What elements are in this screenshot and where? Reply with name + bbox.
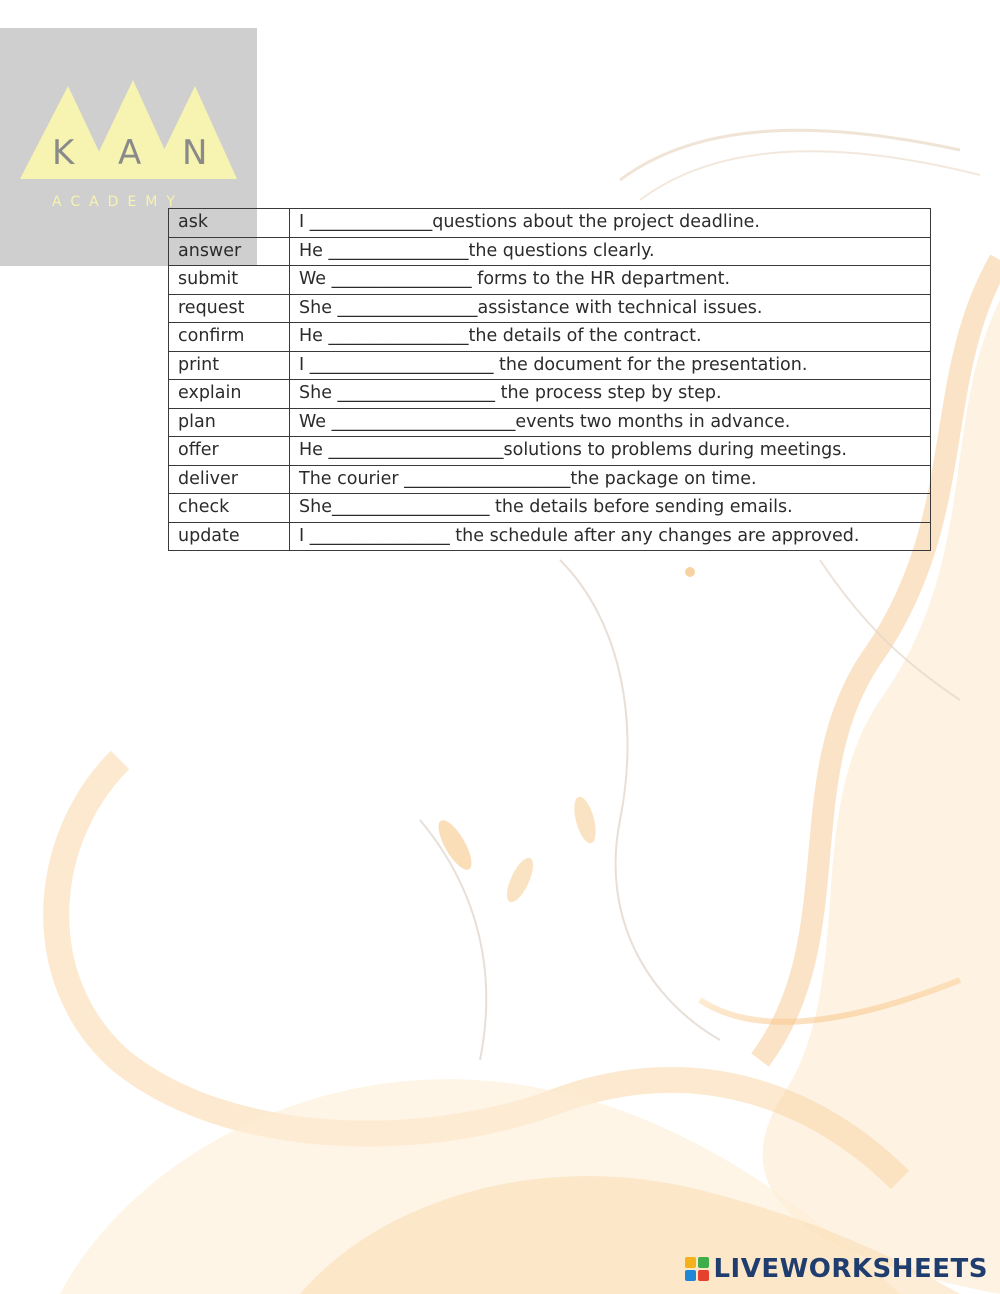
sentence-cell[interactable]: He ____________________solutions to problems during meetings. [290, 437, 931, 466]
verb-cell: explain [169, 380, 290, 409]
sentence-cell[interactable]: She __________________ the process step by step. [290, 380, 931, 409]
table-row [169, 465, 931, 494]
table-row [169, 237, 931, 266]
verb-cell: check [169, 494, 290, 523]
verb-cell: plan [169, 408, 290, 437]
table-row [169, 351, 931, 380]
logo-subtitle: ACADEMY [52, 194, 184, 210]
table-row [169, 209, 931, 238]
table-row [169, 408, 931, 437]
verb-cell: print [169, 351, 290, 380]
sentence-cell[interactable]: We ________________ forms to the HR department. [290, 266, 931, 295]
verb-cell: offer [169, 437, 290, 466]
verb-cell: submit [169, 266, 290, 295]
logo-square-icon [685, 1270, 696, 1281]
liveworksheets-wordmark: LIVEWORKSHEETS [713, 1254, 988, 1284]
worksheet-table [168, 208, 931, 551]
sentence-cell[interactable]: I ________________ the schedule after any changes are approved. [290, 522, 931, 551]
sentence-cell[interactable]: He ________________the questions clearly. [290, 237, 931, 266]
table-row [169, 294, 931, 323]
sentence-cell[interactable]: He ________________the details of the contract. [290, 323, 931, 352]
worksheet-table-body [169, 209, 931, 551]
logo-square-icon [685, 1257, 696, 1268]
sentence-cell[interactable]: We _____________________events two months in advance. [290, 408, 931, 437]
logo-letter-k: K [52, 133, 75, 173]
logo-letter-a: A [118, 133, 142, 173]
verb-cell: confirm [169, 323, 290, 352]
logo-square-icon [698, 1270, 709, 1281]
verb-cell: ask [169, 209, 290, 238]
sentence-cell[interactable]: She ________________assistance with technical issues. [290, 294, 931, 323]
logo-letter-n: N [182, 133, 208, 173]
sentence-cell[interactable]: I _____________________ the document for the presentation. [290, 351, 931, 380]
table-row [169, 494, 931, 523]
table-row [169, 323, 931, 352]
verb-cell: request [169, 294, 290, 323]
table-row [169, 266, 931, 295]
verb-cell: update [169, 522, 290, 551]
sentence-cell[interactable]: She__________________ the details before sending emails. [290, 494, 931, 523]
table-row [169, 380, 931, 409]
sentence-cell[interactable]: The courier ___________________the package on time. [290, 465, 931, 494]
liveworksheets-branding[interactable] [685, 1254, 988, 1284]
table-row [169, 522, 931, 551]
verb-cell: deliver [169, 465, 290, 494]
sentence-cell[interactable]: I ______________questions about the project deadline. [290, 209, 931, 238]
table-row [169, 437, 931, 466]
liveworksheets-logo-icon [685, 1257, 709, 1281]
verb-cell: answer [169, 237, 290, 266]
logo-square-icon [698, 1257, 709, 1268]
